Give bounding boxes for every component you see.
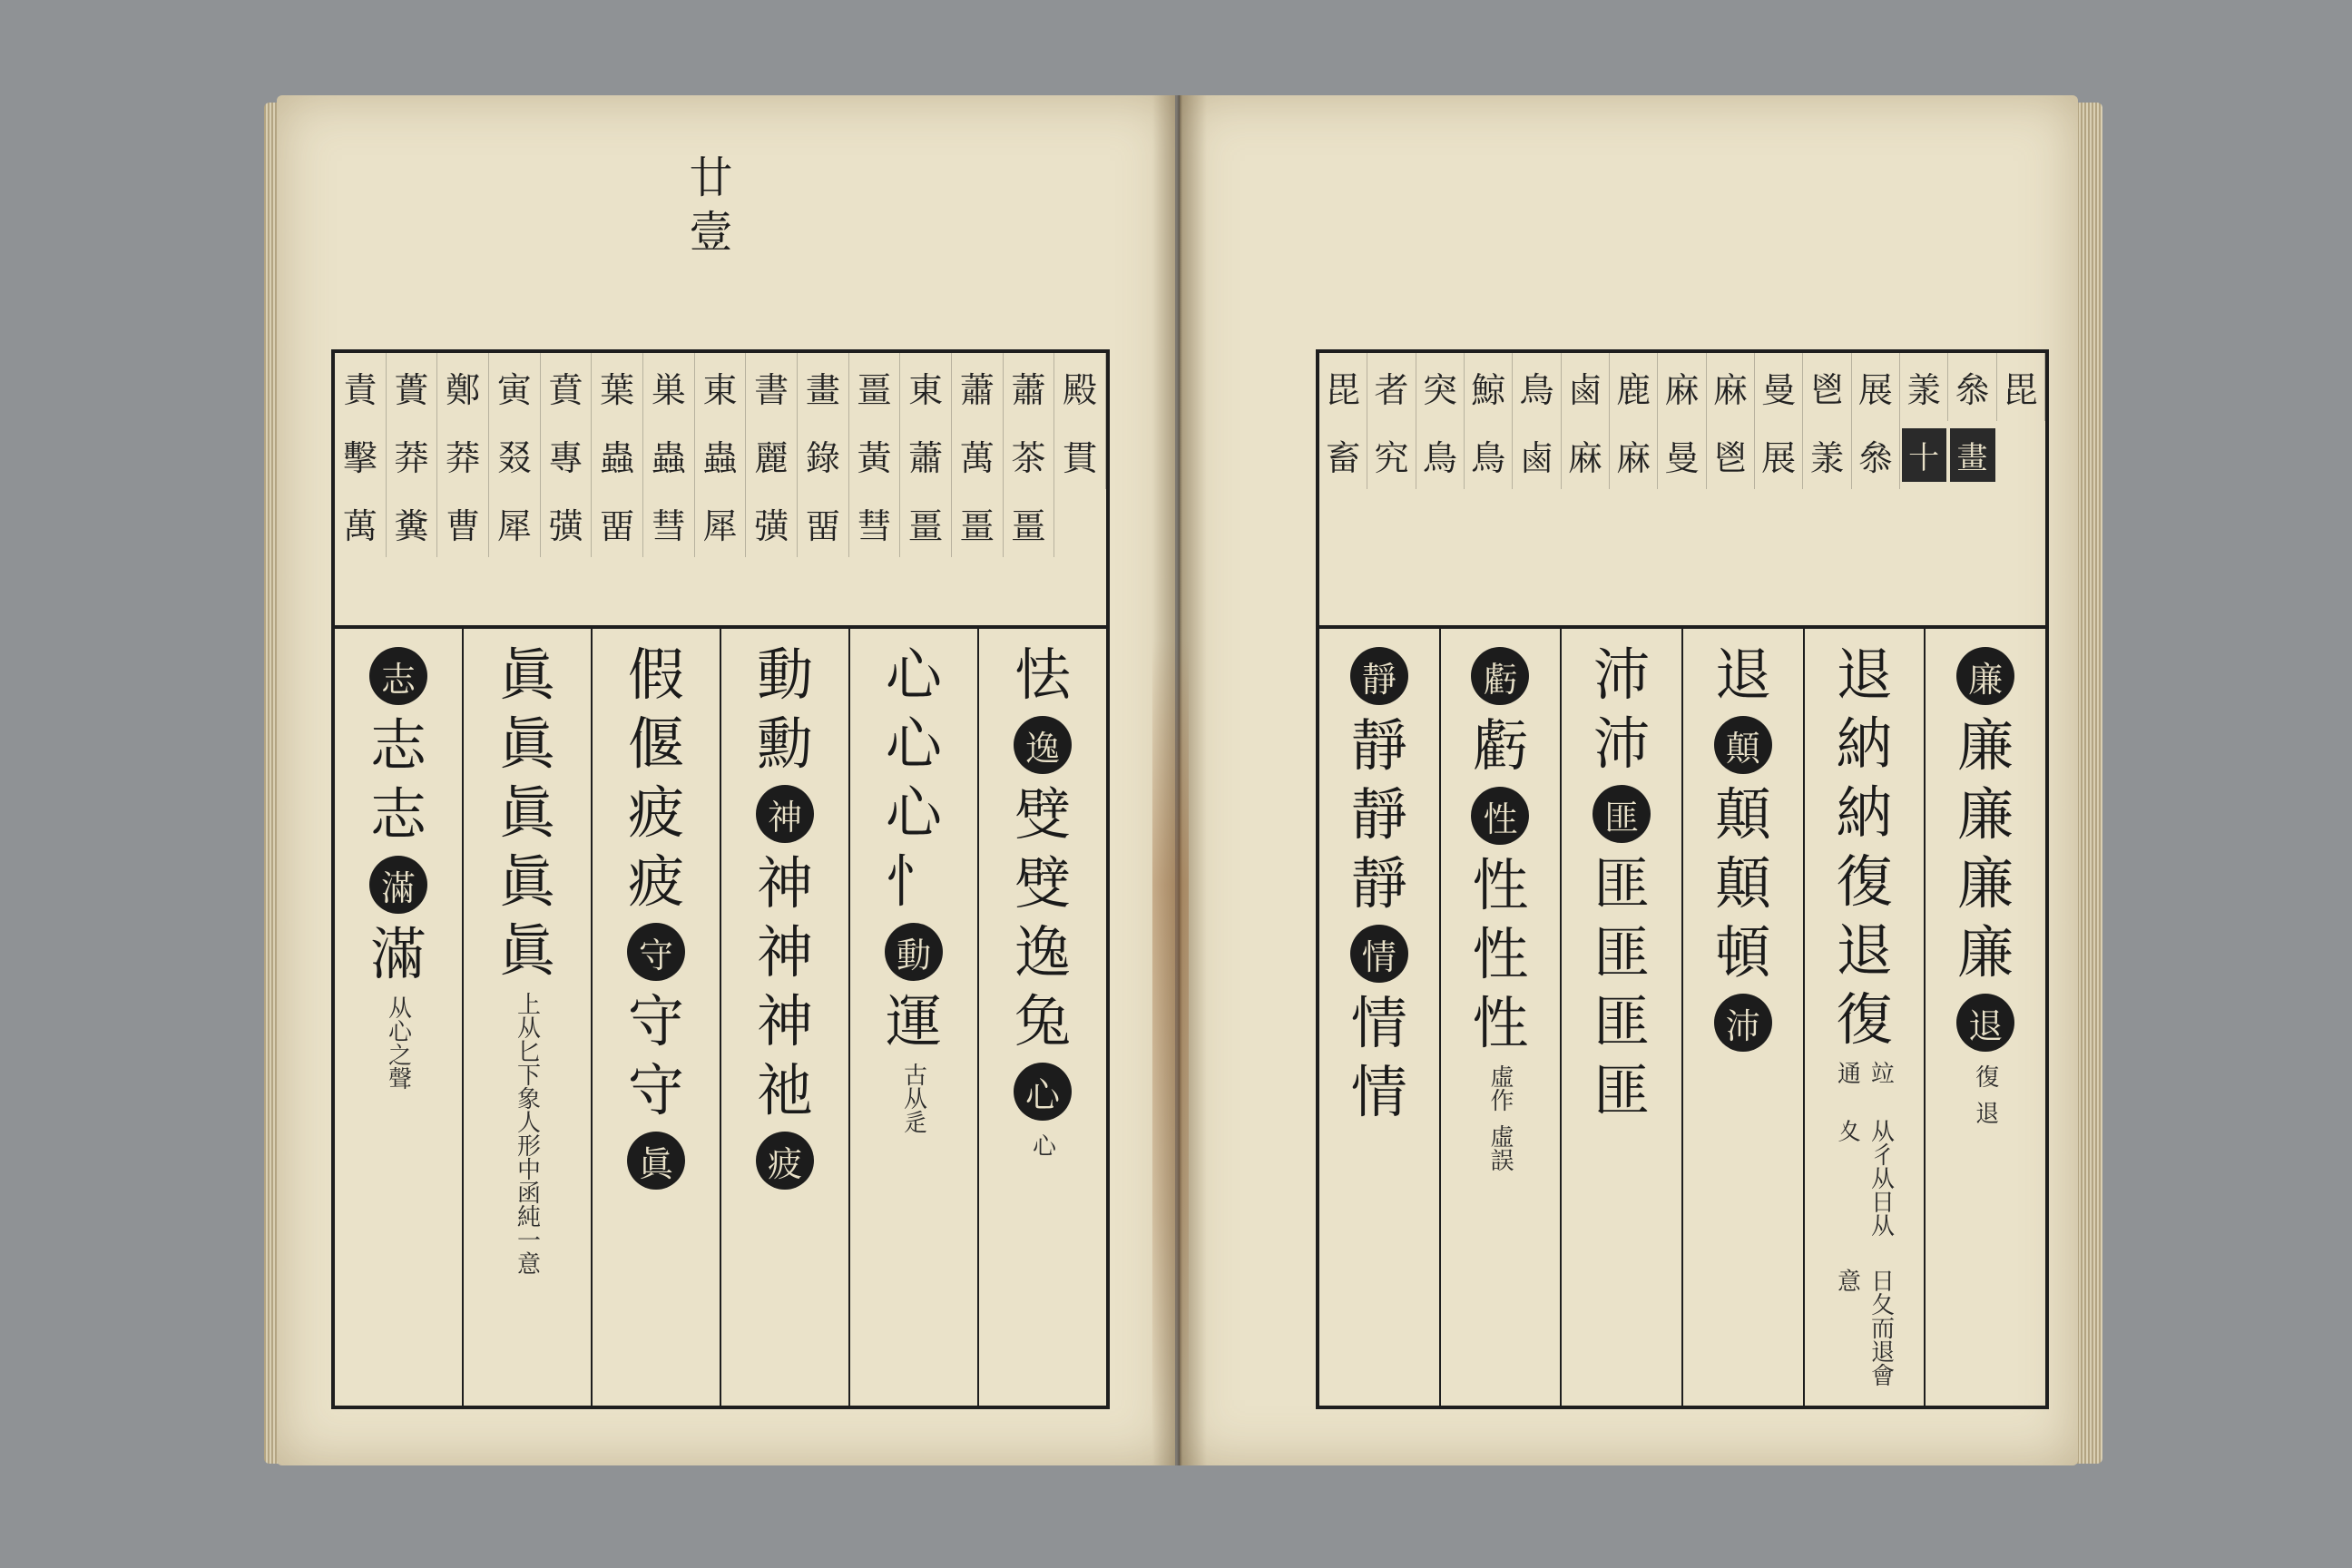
seal-glyph: 心 [885, 710, 942, 777]
left-page [277, 95, 1175, 1465]
left-grid-char: 畫 [798, 353, 849, 421]
seal-glyph: 虧 [1472, 712, 1529, 779]
circled-headword: 眞 [627, 1132, 685, 1190]
paper-stain [1152, 640, 1189, 1456]
seal-glyph: 眞 [498, 710, 555, 777]
right-seal-column [1681, 629, 1803, 1406]
right-seal-columns [1319, 629, 2045, 1406]
seal-glyph: 眞 [498, 917, 555, 984]
seal-glyph: 滿 [369, 921, 426, 987]
left-seal-columns [335, 629, 1106, 1406]
circled-headword: 靜 [1350, 647, 1408, 705]
circled-headword: 退 [1956, 994, 2014, 1052]
seal-glyph: 退 [1714, 642, 1771, 708]
seal-glyph: 䢃 [1014, 781, 1071, 848]
seal-glyph: 怯 [1014, 642, 1071, 708]
right-grid-char: 鹵 [1562, 353, 1610, 421]
right-character-grid [1319, 353, 2045, 629]
left-seal-column [720, 629, 848, 1406]
left-grid-char: 犀 [489, 489, 541, 557]
right-grid-char: 麻 [1658, 353, 1706, 421]
circled-headword: 虧 [1471, 647, 1529, 705]
right-grid-char: 鹿 [1610, 353, 1658, 421]
seal-glyph: 守 [627, 988, 684, 1054]
left-grid-char: 蕭 [900, 421, 952, 489]
circled-headword: 匪 [1592, 785, 1651, 843]
left-grid-char: 畺 [1004, 489, 1055, 557]
left-grid-char: 茶 [1004, 421, 1055, 489]
annotation-note: 从心之聲 [384, 995, 412, 1090]
book-spread [277, 95, 2082, 1475]
left-grid-char: 東 [695, 353, 747, 421]
left-frame [331, 349, 1110, 1409]
left-grid-char: 彗 [643, 489, 695, 557]
seal-glyph: 靜 [1350, 781, 1407, 848]
left-grid-char: 擊 [335, 421, 387, 489]
seal-glyph: 靜 [1350, 850, 1407, 916]
left-grid-char: 專 [541, 421, 593, 489]
left-grid-char: 犀 [695, 489, 747, 557]
right-grid-char: 鳥 [1513, 353, 1561, 421]
seal-glyph: 納 [1836, 779, 1893, 846]
left-grid-char: 莽 [437, 421, 489, 489]
right-grid-char: 曼 [1755, 353, 1803, 421]
right-grid-char: 麻 [1562, 421, 1610, 489]
right-grid-char: 叅 [1948, 353, 1996, 421]
right-grid-char: 者 [1367, 353, 1416, 421]
seal-glyph: 眞 [498, 779, 555, 846]
seal-glyph: 兔 [1014, 988, 1071, 1054]
left-grid-char: 麗 [746, 421, 798, 489]
annotation-note: 虛作 [1485, 1064, 1514, 1112]
folio-number: 廿壹 [681, 154, 732, 263]
left-grid-char: 畺 [952, 489, 1004, 557]
seal-glyph: 神 [756, 988, 813, 1054]
right-grid-char: 毘 [1319, 353, 1367, 421]
left-grid-char: 錄 [798, 421, 849, 489]
seal-glyph: 匪 [1593, 988, 1651, 1054]
right-grid-char: 鳥 [1465, 421, 1513, 489]
left-grid-char: 葉 [592, 353, 643, 421]
right-grid-char: 鯨 [1465, 353, 1513, 421]
right-grid-char: 畜 [1319, 421, 1367, 489]
left-grid-char: 畺 [849, 353, 901, 421]
left-grid-char: 黃 [849, 421, 901, 489]
seal-glyph: 祂 [756, 1057, 813, 1123]
right-page [1180, 95, 2078, 1465]
seal-glyph: 守 [627, 1057, 684, 1123]
right-grid-char: 鹵 [1513, 421, 1561, 489]
seal-glyph: 顛 [1714, 781, 1771, 848]
circled-headword: 志 [369, 647, 427, 705]
seal-glyph: 廉 [1957, 919, 2014, 985]
seal-glyph: 廉 [1957, 781, 2014, 848]
annotation-note: 復 [1971, 1064, 1999, 1088]
left-seal-column [977, 629, 1106, 1406]
right-grid-char: 羕 [1900, 353, 1948, 421]
right-seal-column [1439, 629, 1561, 1406]
seal-glyph: 眞 [498, 848, 555, 915]
right-grid-char: 曼 [1658, 421, 1706, 489]
seal-glyph: 心 [885, 642, 942, 708]
right-seal-column [1319, 629, 1439, 1406]
seal-glyph: 性 [1472, 921, 1529, 987]
circled-headword: 動 [885, 923, 943, 981]
seal-glyph: 䢃 [1014, 850, 1071, 916]
left-grid-char: 彉 [541, 489, 593, 557]
circled-headword: 滿 [369, 856, 427, 914]
seal-glyph: 頓 [1714, 919, 1771, 985]
left-grid-char: 叕 [489, 421, 541, 489]
left-grid-char: 蟲 [643, 421, 695, 489]
circled-headword: 廉 [1956, 647, 2014, 705]
left-character-grid [335, 353, 1106, 629]
seal-glyph: 情 [1350, 990, 1407, 1056]
seal-glyph: 假 [627, 642, 684, 708]
seal-glyph: 顛 [1714, 850, 1771, 916]
seal-glyph: 忄 [885, 848, 942, 915]
annotation-note: 从彳从日从夊 [1833, 1119, 1895, 1238]
right-grid-char: 展 [1755, 421, 1803, 489]
seal-glyph: 疲 [627, 779, 684, 846]
right-grid-char: 麻 [1610, 421, 1658, 489]
seal-glyph: 廉 [1957, 850, 2014, 916]
left-grid-char: 萬 [952, 421, 1004, 489]
seal-glyph: 情 [1350, 1059, 1407, 1125]
right-grid-char: 十 [1902, 428, 1946, 482]
circled-headword: 守 [627, 923, 685, 981]
seal-glyph: 性 [1472, 990, 1529, 1056]
seal-glyph: 靜 [1350, 712, 1407, 779]
left-grid-char: 蕭 [952, 353, 1004, 421]
seal-glyph: 復 [1836, 848, 1893, 915]
annotation-note: 日夂而退會意 [1833, 1269, 1895, 1387]
left-grid-char: 蟲 [695, 421, 747, 489]
right-seal-column [1924, 629, 2045, 1406]
right-grid-char: 羕 [1803, 421, 1851, 489]
left-grid-char: 畱 [798, 489, 849, 557]
seal-glyph: 性 [1472, 852, 1529, 918]
left-grid-char: 畱 [592, 489, 643, 557]
circled-headword: 顛 [1714, 716, 1772, 774]
right-seal-column [1560, 629, 1681, 1406]
seal-glyph: 退 [1836, 917, 1893, 984]
circled-headword: 逸 [1014, 716, 1072, 774]
seal-glyph: 沛 [1593, 642, 1651, 708]
seal-glyph: 心 [885, 779, 942, 846]
left-grid-char: 東 [900, 353, 952, 421]
seal-glyph: 志 [369, 781, 426, 848]
left-grid-char: 曹 [437, 489, 489, 557]
right-grid-char: 展 [1852, 353, 1900, 421]
circled-headword: 沛 [1714, 994, 1772, 1052]
left-grid-char: 寅 [489, 353, 541, 421]
circled-headword: 性 [1471, 787, 1529, 845]
left-grid-char: 畺 [900, 489, 952, 557]
left-seal-column [848, 629, 977, 1406]
right-grid-char: 鬯 [1707, 421, 1755, 489]
left-grid-char: 莽 [387, 421, 438, 489]
seal-glyph: 退 [1836, 642, 1893, 708]
seal-glyph: 匪 [1593, 1057, 1651, 1123]
left-grid-char: 糞 [387, 489, 438, 557]
seal-glyph: 偃 [627, 710, 684, 777]
left-grid-char: 彉 [746, 489, 798, 557]
left-grid-char: 巣 [643, 353, 695, 421]
seal-glyph: 逸 [1014, 919, 1071, 985]
seal-glyph: 勳 [756, 710, 813, 777]
right-grid-char: 畫 [1950, 428, 1994, 482]
seal-glyph: 運 [885, 988, 942, 1054]
left-grid-char: 彗 [849, 489, 901, 557]
right-frame [1316, 349, 2049, 1409]
seal-glyph: 疲 [627, 848, 684, 915]
seal-glyph: 動 [756, 642, 813, 708]
annotation-note: 虛誤 [1485, 1124, 1514, 1171]
annotation-note: 竝通 [1833, 1061, 1895, 1084]
right-grid-char: 毘 [1997, 353, 2045, 421]
left-grid-char: 蕭 [1004, 353, 1055, 421]
circled-headword: 心 [1014, 1063, 1072, 1121]
annotation-note: 退 [1971, 1101, 1999, 1124]
right-grid-char: 究 [1367, 421, 1416, 489]
seal-glyph: 神 [756, 919, 813, 985]
right-grid-char: 突 [1416, 353, 1465, 421]
right-seal-column [1803, 629, 1925, 1406]
left-grid-char: 貫 [1054, 421, 1106, 489]
left-grid-char: 蟲 [592, 421, 643, 489]
seal-glyph: 復 [1836, 986, 1893, 1053]
seal-glyph: 眞 [498, 642, 555, 708]
annotation-note: 心 [1028, 1133, 1056, 1157]
circled-headword: 疲 [756, 1132, 814, 1190]
seal-glyph: 神 [756, 850, 813, 916]
left-seal-column [462, 629, 591, 1406]
right-grid-char: 鳥 [1416, 421, 1465, 489]
left-grid-char: 書 [746, 353, 798, 421]
circled-headword: 神 [756, 785, 814, 843]
seal-glyph: 志 [369, 712, 426, 779]
left-grid-char: 鄭 [437, 353, 489, 421]
annotation-note: 古从辵 [899, 1063, 927, 1133]
left-grid-char: 殿 [1054, 353, 1106, 421]
left-grid-char: 賁 [541, 353, 593, 421]
annotation-note: 上从匕下象人形中函純一意 [513, 992, 541, 1275]
left-grid-char: 蕢 [387, 353, 438, 421]
right-grid-char: 鬯 [1803, 353, 1851, 421]
right-grid-char: 麻 [1707, 353, 1755, 421]
seal-glyph: 匪 [1593, 850, 1651, 916]
left-grid-char: 萬 [335, 489, 387, 557]
seal-glyph: 納 [1836, 710, 1893, 777]
circled-headword: 情 [1350, 925, 1408, 983]
seal-glyph: 沛 [1593, 710, 1651, 777]
seal-glyph: 匪 [1593, 919, 1651, 985]
right-grid-char: 叅 [1852, 421, 1900, 489]
left-grid-char: 責 [335, 353, 387, 421]
left-seal-column [335, 629, 462, 1406]
seal-glyph: 廉 [1957, 712, 2014, 779]
left-seal-column [591, 629, 720, 1406]
